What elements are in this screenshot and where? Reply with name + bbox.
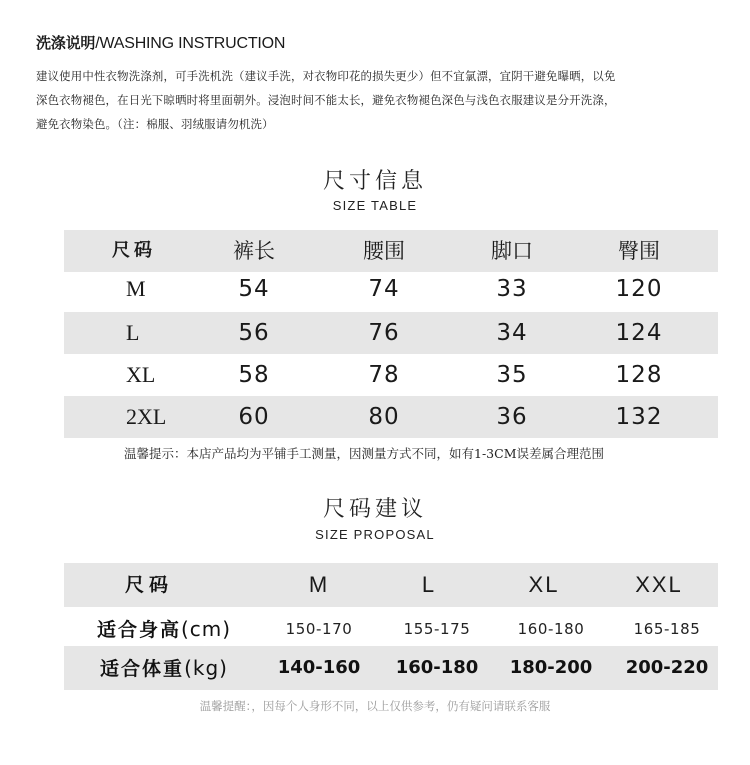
proposal-header xyxy=(64,563,718,607)
proposal-note: 温馨提醒：，因每个人身形不同，以上仅供参考，仍有疑问请联系客服 xyxy=(199,699,551,713)
height-unit: (cm) xyxy=(180,617,232,641)
row-hem: 35 xyxy=(496,362,528,388)
washing-title-cn: 洗涤说明 xyxy=(36,34,96,52)
table-row xyxy=(64,312,718,354)
height-label xyxy=(64,607,264,651)
row-size: M xyxy=(126,276,146,301)
row-hip: 124 xyxy=(615,320,663,346)
row-length: 56 xyxy=(238,320,270,346)
row-waist: 76 xyxy=(368,320,400,346)
weight-unit: (kg) xyxy=(184,656,228,680)
proposal-size: M xyxy=(308,572,330,597)
measurement-note: 温馨提示：本店产品均为平铺手工测量，因测量方式不同，如有1-3CM误差属合理范围 xyxy=(124,446,604,461)
row-hem: 34 xyxy=(496,320,528,346)
size-table-header xyxy=(64,230,718,272)
proposal-size: L xyxy=(421,572,437,597)
table-row xyxy=(64,354,718,396)
washing-title xyxy=(36,32,285,53)
size-proposal-title: 尺码建议 xyxy=(322,497,427,522)
row-hem: 36 xyxy=(496,404,528,430)
header-hip: 臀围 xyxy=(618,239,660,263)
weight-label-text: 适合体重 xyxy=(100,658,185,680)
row-length: 58 xyxy=(238,362,270,388)
row-hip: 128 xyxy=(615,362,663,388)
header-length: 裤长 xyxy=(233,239,275,263)
row-length: 54 xyxy=(238,276,270,302)
height-range: 160-180 xyxy=(517,620,585,638)
row-hip: 132 xyxy=(615,404,663,430)
height-label-text: 适合身高 xyxy=(96,619,181,641)
height-range: 150-170 xyxy=(285,620,353,638)
size-table-title: 尺寸信息 xyxy=(322,169,427,194)
weight-range: 160-180 xyxy=(395,657,479,678)
washing-instructions xyxy=(36,64,736,136)
header-waist: 腰围 xyxy=(363,239,405,263)
proposal-height-row xyxy=(64,607,718,651)
washing-line: 避免衣物染色。（注：棉服、羽绒服请勿机洗） xyxy=(36,117,274,131)
row-size: XL xyxy=(126,362,156,387)
proposal-header-size: 尺码 xyxy=(124,574,173,596)
washing-line: 建议使用中性衣物洗涤剂，可手洗机洗（建议手洗，对衣物印花的损失更少）但不宜氯漂，宜阴干避免曝晒，以免 xyxy=(36,69,616,83)
size-table-subtitle: SIZE TABLE xyxy=(332,198,418,213)
table-row xyxy=(64,396,718,438)
height-range: 165-185 xyxy=(633,620,701,638)
header-size: 尺码 xyxy=(112,240,156,261)
washing-title-en: /WASHING INSTRUCTION xyxy=(95,35,286,52)
row-waist: 78 xyxy=(368,362,400,388)
weight-range: 180-200 xyxy=(509,657,593,678)
proposal-size: XL xyxy=(528,572,560,597)
table-row xyxy=(64,268,718,310)
row-waist: 80 xyxy=(368,404,400,430)
weight-label xyxy=(64,646,264,690)
size-proposal-subtitle: SIZE PROPOSAL xyxy=(315,527,435,542)
row-hem: 33 xyxy=(496,276,528,302)
row-length: 60 xyxy=(238,404,270,430)
proposal-size: XXL xyxy=(635,572,683,597)
row-size: 2XL xyxy=(126,404,167,429)
row-size: L xyxy=(126,320,140,345)
header-hem: 脚口 xyxy=(491,239,533,263)
weight-range: 140-160 xyxy=(277,657,361,678)
washing-line: 深色衣物褪色，在日光下晾晒时将里面朝外。浸泡时间不能太长，避免衣物褪色深色与浅色衣服建议是分开洗涤， xyxy=(36,93,616,107)
row-waist: 74 xyxy=(368,276,400,302)
row-hip: 120 xyxy=(615,276,663,302)
proposal-weight-row xyxy=(64,646,718,690)
weight-range: 200-220 xyxy=(625,657,709,678)
height-range: 155-175 xyxy=(403,620,471,638)
